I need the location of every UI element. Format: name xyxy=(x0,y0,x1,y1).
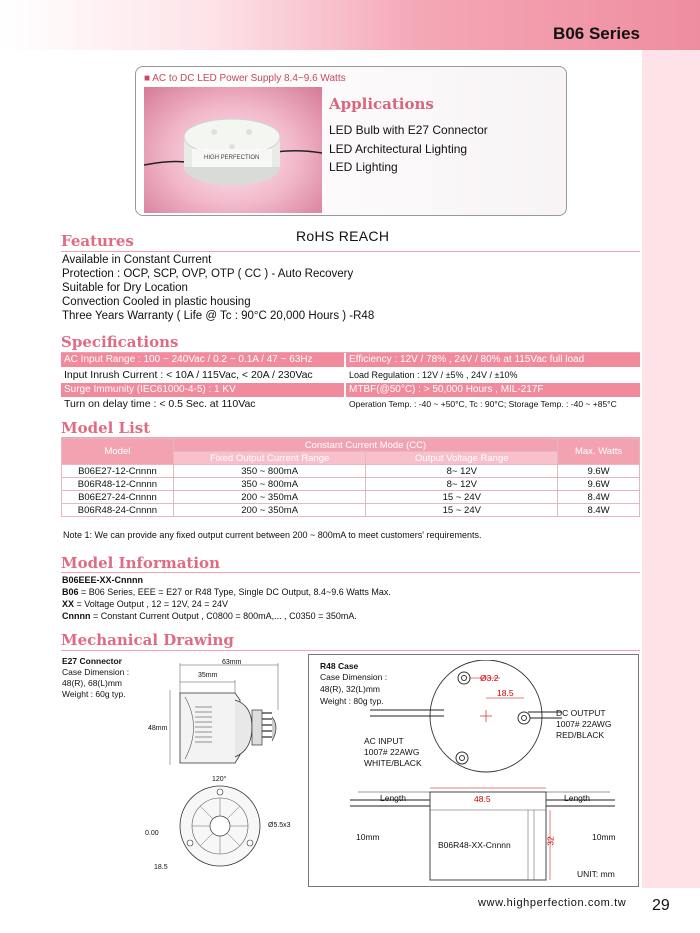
r48-spec-line: 48(R), 32(L)mm xyxy=(320,684,380,694)
spec-row xyxy=(61,353,640,367)
section-divider xyxy=(61,251,640,252)
model-info-key: Cnnnn xyxy=(62,611,91,621)
cell-model: B06E27-12-Cnnnn xyxy=(62,465,174,478)
angle-120: 120° xyxy=(212,776,227,783)
spec-row xyxy=(61,397,640,411)
page-number: 29 xyxy=(652,897,670,914)
r48-model-label: B06R48-XX-Cnnnn xyxy=(438,840,511,850)
model-table xyxy=(61,438,640,517)
dim-63mm: 63mm xyxy=(222,659,242,666)
table-row xyxy=(62,491,640,504)
ac-input-label: AC INPUT xyxy=(364,736,404,746)
spec-cell: Operation Temp. : -40 ~ +50°C, Tc : 90°C; Storage Temp. : -40 ~ +85°C xyxy=(346,397,640,411)
series-title: B06 Series xyxy=(553,24,640,43)
model-info-text: = Voltage Output , 12 = 12V, 24 = 24V xyxy=(74,599,229,609)
lead-right: 10mm xyxy=(592,832,616,842)
unit-label: UNIT: mm xyxy=(577,869,615,879)
spec-cell: Load Regulation : 12V / ±5% , 24V / ±10% xyxy=(346,368,640,382)
spec-cell: Turn on delay time : < 0.5 Sec. at 110Vac xyxy=(61,397,344,411)
r48-drawing xyxy=(310,660,638,885)
applications-box xyxy=(135,66,567,216)
feature-item: Available in Constant Current xyxy=(62,254,212,266)
e27-spec-line: Case Dimension : xyxy=(62,667,130,677)
header-voltage: Output Voltage Range xyxy=(366,452,558,465)
e27-title: E27 Connector xyxy=(62,656,122,666)
width-dim: 48.5 xyxy=(474,794,491,804)
model-info-line xyxy=(62,587,391,597)
cell-current: 350 ~ 800mA xyxy=(173,478,366,491)
dim-zero: 0.00 xyxy=(145,830,159,837)
model-note: Note 1: We can provide any fixed output current between 200 ~ 800mA to meet customers' requirements. xyxy=(63,530,482,540)
power-supply-illustration xyxy=(144,87,322,213)
header-max-watts: Max. Watts xyxy=(558,439,640,465)
certifications: RoHS REACH xyxy=(296,228,390,244)
cell-model: B06R48-12-Cnnnn xyxy=(62,478,174,491)
r48-offset-dim: 18.5 xyxy=(497,688,514,698)
r48-hole-dim: Ø3.2 xyxy=(480,673,499,683)
length-right: Length xyxy=(564,793,590,803)
model-info-key: XX xyxy=(62,599,75,609)
r48-spec-line: Weight : 80g typ. xyxy=(320,696,384,706)
specifications-title: Specifications xyxy=(61,333,179,351)
dim-35mm: 35mm xyxy=(198,672,218,679)
spec-cell: Efficiency : 12V / 78% , 24V / 80% at 115Vac full load xyxy=(346,353,640,367)
cell-current: 200 ~ 350mA xyxy=(173,504,366,517)
applications-title: Applications xyxy=(329,95,434,113)
spec-cell: AC Input Range : 100 ~ 240Vac / 0.2 ~ 0.1A / 47 ~ 63Hz xyxy=(61,353,344,367)
section-divider xyxy=(61,650,640,651)
spec-cell: Input Inrush Current : < 10A / 115Vac, < 20A / 230Vac xyxy=(61,368,344,382)
cell-watts: 9.6W xyxy=(558,478,640,491)
header-current: Fixed Output Current Range xyxy=(173,452,366,465)
e27-hole-dim: Ø5.5x3 xyxy=(268,822,291,829)
r48-title: R48 Case xyxy=(320,661,359,671)
right-side-strip xyxy=(642,50,700,933)
dim-48mm: 48mm xyxy=(148,725,168,732)
model-info-text: = B06 Series, EEE = E27 or R48 Type, Single DC Output, 8.4~9.6 Watts Max. xyxy=(78,587,391,597)
cell-voltage: 8~ 12V xyxy=(366,465,558,478)
e27-spec-line: Weight : 60g typ. xyxy=(62,689,126,699)
website: www.highperfection.com.tw xyxy=(478,897,627,909)
cell-watts: 8.4W xyxy=(558,491,640,504)
lead-left: 10mm xyxy=(356,832,380,842)
dc-output-label: DC OUTPUT xyxy=(556,708,606,718)
header-model: Model xyxy=(62,439,174,465)
spec-row xyxy=(61,383,640,397)
cell-model: B06R48-24-Cnnnn xyxy=(62,504,174,517)
model-info-text: = Constant Current Output , C0800 = 800mA,... , C0350 = 350mA. xyxy=(90,611,357,621)
feature-item: Protection : OCP, SCP, OVP, OTP ( CC ) - Auto Recovery xyxy=(62,268,354,280)
mechanical-title: Mechanical Drawing xyxy=(61,631,234,649)
feature-item: Suitable for Dry Location xyxy=(62,282,188,294)
r48-spec-line: Case Dimension : xyxy=(320,672,388,682)
feature-item: Convection Cooled in plastic housing xyxy=(62,296,251,308)
spec-row xyxy=(61,368,640,382)
ac-input-label: WHITE/BLACK xyxy=(364,758,422,768)
cell-watts: 8.4W xyxy=(558,504,640,517)
application-item: LED Bulb with E27 Connector xyxy=(329,123,488,137)
application-item: LED Lighting xyxy=(329,160,398,174)
photo-brand: HIGH PERFECTION xyxy=(204,155,260,161)
spec-cell: Surge Immunity (IEC61000-4-5) : 1 KV xyxy=(61,383,344,397)
model-info-line xyxy=(62,611,357,621)
e27-top-drawing xyxy=(170,778,280,868)
spec-cell: MTBF(@50°C) : > 50,000 Hours , MIL-217F xyxy=(346,383,640,397)
product-photo xyxy=(144,87,322,213)
table-row xyxy=(62,478,640,491)
cell-current: 200 ~ 350mA xyxy=(173,491,366,504)
table-row xyxy=(62,465,640,478)
e27-side-drawing xyxy=(140,655,300,765)
table-row xyxy=(62,504,640,517)
application-item: LED Architectural Lighting xyxy=(329,142,468,156)
product-caption: ■ AC to DC LED Power Supply 8.4~9.6 Watts xyxy=(144,73,346,84)
model-list-title: Model List xyxy=(61,419,151,437)
dc-output-label: 1007# 22AWG xyxy=(556,719,612,729)
cell-watts: 9.6W xyxy=(558,465,640,478)
cell-voltage: 15 ~ 24V xyxy=(366,491,558,504)
cell-voltage: 15 ~ 24V xyxy=(366,504,558,517)
model-info-title: Model Information xyxy=(61,554,220,572)
cell-model: B06E27-24-Cnnnn xyxy=(62,491,174,504)
cell-current: 350 ~ 800mA xyxy=(173,465,366,478)
length-left: Length xyxy=(380,793,406,803)
cell-voltage: 8~ 12V xyxy=(366,478,558,491)
e27-spec-line: 48(R), 68(L)mm xyxy=(62,678,122,688)
dim-18-5: 18.5 xyxy=(154,864,168,871)
model-code: B06EEE-XX-Cnnnn xyxy=(62,575,144,585)
features-title: Features xyxy=(61,232,134,250)
dc-output-label: RED/BLACK xyxy=(556,730,605,740)
model-info-key: B06 xyxy=(62,587,79,597)
header-cc-group: Constant Current Mode (CC) xyxy=(173,439,557,452)
page-number-box xyxy=(642,888,700,933)
feature-item: Three Years Warranty ( Life @ Tc : 90°C 20,000 Hours ) -R48 xyxy=(62,310,375,322)
ac-input-label: 1007# 22AWG xyxy=(364,747,420,757)
section-divider xyxy=(61,572,640,573)
model-info-line xyxy=(62,599,228,609)
height-dim: 32 xyxy=(545,836,556,846)
